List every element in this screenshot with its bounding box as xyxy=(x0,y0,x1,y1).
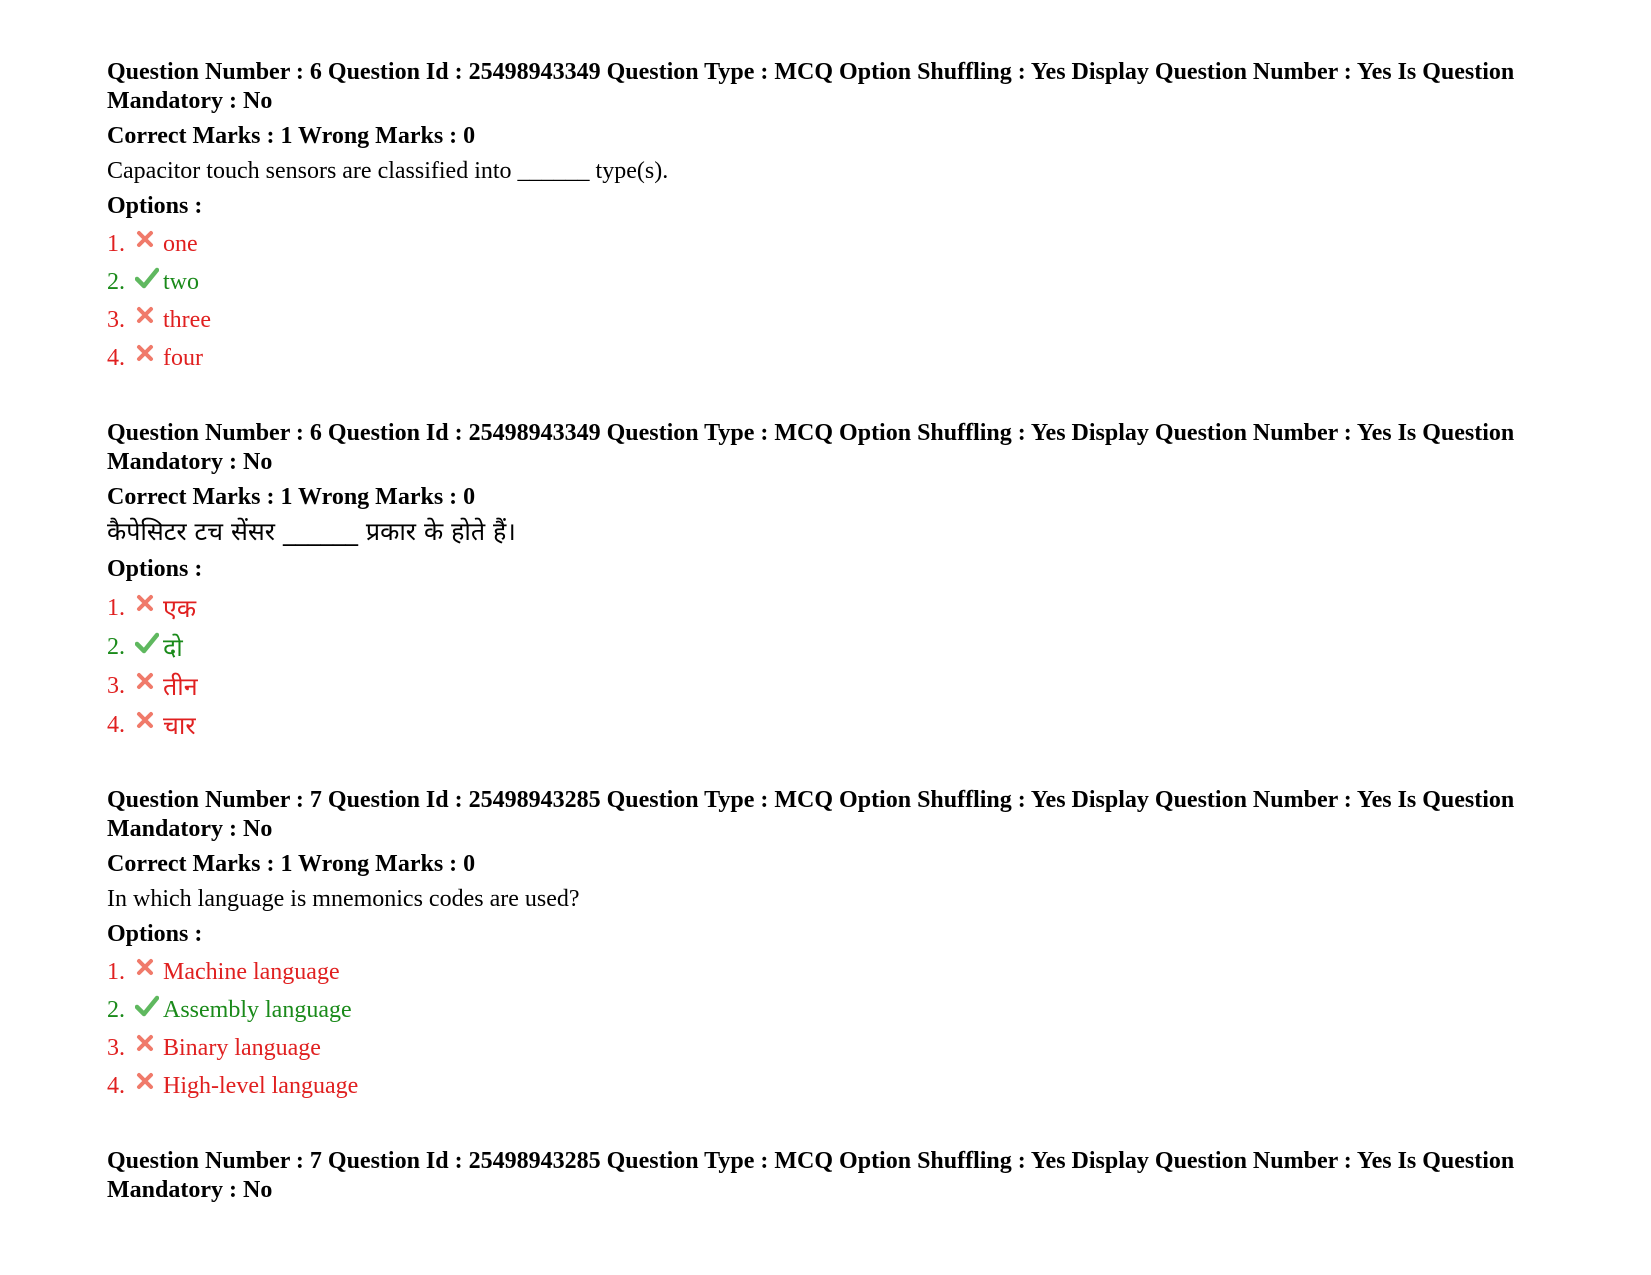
marks-line: Correct Marks : 1 Wrong Marks : 0 xyxy=(107,851,476,877)
option-number: 1. xyxy=(107,231,125,257)
option-number: 1. xyxy=(107,595,125,621)
marks-line: Correct Marks : 1 Wrong Marks : 0 xyxy=(107,484,476,510)
cross-icon xyxy=(135,1071,159,1095)
question-block xyxy=(107,786,1567,1101)
option-number: 2. xyxy=(107,269,125,295)
option-item xyxy=(107,1072,1567,1101)
cross-icon xyxy=(135,593,159,617)
cross-icon xyxy=(135,957,159,981)
option-text: दो xyxy=(163,633,183,662)
option-item xyxy=(107,996,1567,1025)
option-text: two xyxy=(163,269,199,295)
option-item xyxy=(107,344,1567,373)
options-label: Options : xyxy=(107,556,203,582)
option-text: Binary language xyxy=(163,1035,321,1061)
option-text: Machine language xyxy=(163,959,340,985)
option-number: 3. xyxy=(107,1035,125,1061)
question-header: Question Number : 6 Question Id : 25498943349 Question Type : MCQ Option Shuffling : Yes Display Question Number : Yes Is Question Mandatory : No xyxy=(107,59,1515,114)
question-header: Question Number : 7 Question Id : 25498943285 Question Type : MCQ Option Shuffling : Yes Display Question Number : Yes Is Question Mandatory : No xyxy=(107,787,1515,842)
cross-icon xyxy=(135,229,159,253)
question-header: Question Number : 7 Question Id : 25498943285 Question Type : MCQ Option Shuffling : Yes Display Question Number : Yes Is Question Mandatory : No xyxy=(107,1148,1515,1203)
check-icon xyxy=(135,995,159,1019)
question-block xyxy=(107,58,1567,373)
option-item xyxy=(107,268,1567,297)
document-page xyxy=(107,58,1567,1251)
option-text: High-level language xyxy=(163,1073,359,1099)
question-block xyxy=(107,419,1567,740)
options-label: Options : xyxy=(107,193,203,219)
option-item xyxy=(107,958,1567,987)
cross-icon xyxy=(135,343,159,367)
option-item xyxy=(107,1034,1567,1063)
question-header: Question Number : 6 Question Id : 25498943349 Question Type : MCQ Option Shuffling : Yes Display Question Number : Yes Is Question Mandatory : No xyxy=(107,420,1515,475)
question-text: कैपेसिटर टच सेंसर ______ प्रकार के होते हैं। xyxy=(107,517,516,546)
cross-icon xyxy=(135,305,159,329)
option-number: 4. xyxy=(107,712,125,738)
option-text: four xyxy=(163,345,203,371)
option-item xyxy=(107,230,1567,259)
option-item xyxy=(107,672,1567,701)
check-icon xyxy=(135,632,159,656)
question-text: Capacitor touch sensors are classified into ______ type(s). xyxy=(107,158,669,184)
option-item xyxy=(107,711,1567,740)
cross-icon xyxy=(135,1033,159,1057)
option-number: 2. xyxy=(107,997,125,1023)
option-item xyxy=(107,306,1567,335)
check-icon xyxy=(135,267,159,291)
option-number: 3. xyxy=(107,307,125,333)
cross-icon xyxy=(135,671,159,695)
options-label: Options : xyxy=(107,921,203,947)
option-item xyxy=(107,594,1567,623)
option-number: 2. xyxy=(107,634,125,660)
cross-icon xyxy=(135,710,159,734)
option-number: 3. xyxy=(107,673,125,699)
option-number: 4. xyxy=(107,345,125,371)
marks-line: Correct Marks : 1 Wrong Marks : 0 xyxy=(107,123,476,149)
option-text: three xyxy=(163,307,211,333)
option-number: 4. xyxy=(107,1073,125,1099)
option-text: चार xyxy=(163,711,196,740)
question-text: In which language is mnemonics codes are used? xyxy=(107,886,580,912)
option-item xyxy=(107,633,1567,662)
option-text: एक xyxy=(163,594,197,623)
option-number: 1. xyxy=(107,959,125,985)
option-text: Assembly language xyxy=(163,997,352,1023)
option-text: one xyxy=(163,231,198,257)
option-text: तीन xyxy=(163,672,198,701)
question-block xyxy=(107,1147,1567,1205)
